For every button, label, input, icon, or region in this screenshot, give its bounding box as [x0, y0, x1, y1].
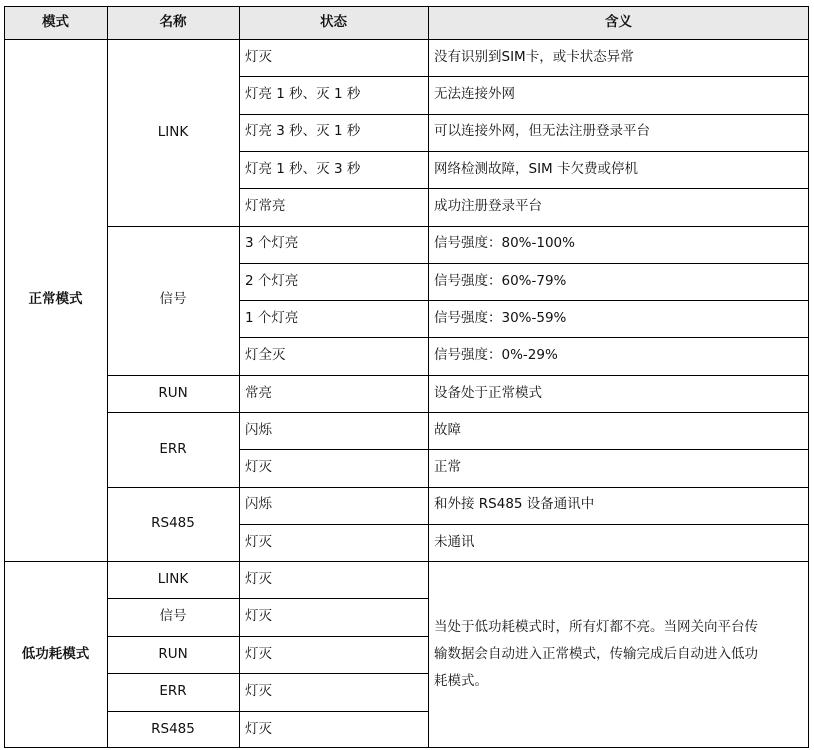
status-cell: 灯亮 1 秒、灭 1 秒	[245, 86, 361, 103]
status-cell: 1 个灯亮	[245, 309, 299, 326]
status-cell: 灯全灭	[245, 347, 286, 364]
meaning-cell: 信号强度：30%-59%	[434, 309, 567, 326]
status-cell: 灯灭	[245, 533, 272, 550]
header-name: 名称	[107, 6, 239, 39]
table-border-right	[808, 6, 809, 748]
status-cell: 灯灭	[245, 48, 272, 65]
status-cell: 灯亮 3 秒、灭 1 秒	[245, 123, 361, 140]
led-status-table	[4, 6, 809, 748]
status-cell: 闪烁	[245, 496, 272, 513]
table-border-bottom	[4, 747, 809, 748]
meaning-cell: 信号强度：60%-79%	[434, 272, 567, 289]
meaning-cell: 可以连接外网，但无法注册登录平台	[434, 123, 650, 140]
lp-name-cell: LINK	[157, 570, 189, 587]
meaning-cell: 无法连接外网	[434, 86, 515, 103]
meaning-cell: 和外接 RS485 设备通讯中	[434, 496, 595, 513]
lp-meaning-line: 耗模式。	[434, 673, 488, 689]
row-divider	[107, 412, 809, 413]
lp-status-cell: 灯灭	[245, 720, 272, 737]
row-divider	[239, 151, 809, 152]
row-divider	[107, 598, 428, 599]
meaning-cell: 没有识别到SIM卡，或卡状态异常	[434, 48, 634, 65]
row-divider	[107, 673, 428, 674]
row-divider	[239, 300, 809, 301]
status-cell: 灯灭	[245, 459, 272, 476]
lp-name-cell: ERR	[159, 683, 187, 700]
status-cell: 闪烁	[245, 421, 272, 438]
row-divider	[4, 561, 809, 562]
row-divider	[239, 76, 809, 77]
meaning-cell: 网络检测故障，SIM 卡欠费或停机	[434, 160, 638, 177]
row-divider	[239, 188, 809, 189]
status-cell: 灯常亮	[245, 198, 286, 215]
name-signal: 信号	[159, 291, 187, 308]
row-divider	[4, 39, 809, 40]
row-divider	[239, 114, 809, 115]
lp-status-cell: 灯灭	[245, 645, 272, 662]
row-divider	[239, 449, 809, 450]
row-divider	[107, 375, 809, 376]
name-rs485: RS485	[151, 515, 195, 532]
lp-status-cell: 灯灭	[245, 608, 272, 625]
column-divider	[428, 6, 429, 748]
row-divider	[107, 636, 428, 637]
lp-name-cell: RS485	[151, 720, 195, 737]
status-cell: 灯亮 1 秒、灭 3 秒	[245, 160, 361, 177]
row-divider	[107, 226, 809, 227]
row-divider	[239, 524, 809, 525]
table-border-left	[4, 6, 5, 748]
mode-normal: 正常模式	[28, 291, 83, 308]
lp-meaning-cell	[428, 561, 809, 748]
lp-name-cell: 信号	[159, 608, 187, 625]
status-cell: 3 个灯亮	[245, 235, 299, 252]
lp-meaning-line: 当处于低功耗模式时，所有灯都不亮。当网关向平台传	[434, 619, 758, 635]
lp-meaning-text	[434, 614, 758, 695]
row-divider	[239, 263, 809, 264]
meaning-cell: 信号强度：0%-29%	[434, 347, 558, 364]
status-cell: 2 个灯亮	[245, 272, 299, 289]
name-err: ERR	[159, 440, 187, 457]
row-divider	[239, 337, 809, 338]
meaning-cell: 设备处于正常模式	[434, 384, 542, 401]
meaning-cell: 正常	[434, 459, 461, 476]
meaning-cell: 未通讯	[434, 533, 475, 550]
lp-name-cell: RUN	[158, 645, 188, 662]
mode-lowpower: 低功耗模式	[21, 645, 90, 662]
lp-meaning-line: 输数据会自动进入正常模式，传输完成后自动进入低功	[434, 646, 758, 662]
status-cell: 常亮	[245, 384, 272, 401]
row-divider	[107, 487, 809, 488]
name-link: LINK	[157, 123, 189, 140]
header-meaning: 含义	[428, 6, 809, 39]
meaning-cell: 成功注册登录平台	[434, 198, 542, 215]
lp-status-cell: 灯灭	[245, 683, 272, 700]
name-run: RUN	[158, 384, 188, 401]
header-mode: 模式	[4, 6, 107, 39]
table-border-top	[4, 6, 809, 7]
row-divider	[107, 711, 428, 712]
meaning-cell: 故障	[434, 421, 461, 438]
lp-status-cell: 灯灭	[245, 570, 272, 587]
header-status: 状态	[239, 6, 428, 39]
meaning-cell: 信号强度：80%-100%	[434, 235, 575, 252]
